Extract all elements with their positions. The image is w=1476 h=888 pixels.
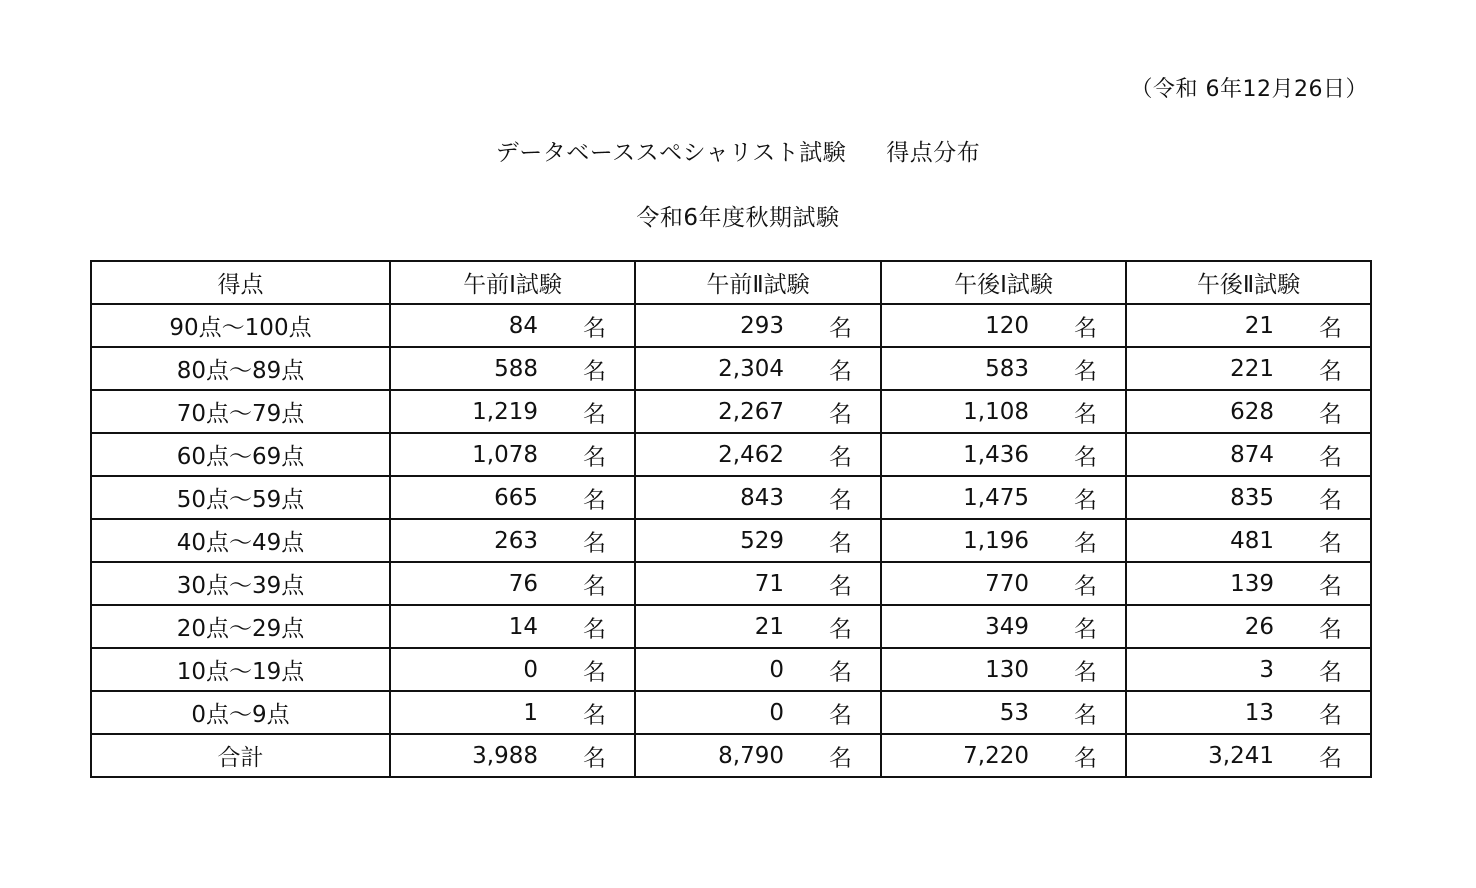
count-value: 84: [508, 312, 538, 339]
count-unit: 名: [1074, 573, 1097, 599]
cell-pm2: [1126, 347, 1371, 390]
cell-pm1: [881, 648, 1126, 691]
cell-am2: [635, 648, 881, 691]
table-row: [91, 433, 1371, 476]
cell-pm2: [1126, 691, 1371, 734]
cell-pm2: [1126, 476, 1371, 519]
count-value: 293: [740, 312, 784, 339]
count-unit: 名: [583, 702, 606, 728]
count-unit: 名: [829, 616, 852, 642]
table-row: [91, 605, 1371, 648]
count-value: 21: [1244, 312, 1274, 339]
count-value: 139: [1230, 570, 1274, 597]
cell-pm1: [881, 304, 1126, 347]
count-value: 1: [523, 699, 538, 726]
cell-pm1: [881, 433, 1126, 476]
count-value: 2,267: [718, 398, 784, 425]
count-value: 835: [1230, 484, 1274, 511]
document-subtitle: 令和6年度秋期試験: [636, 205, 840, 231]
count-value: 3,241: [1208, 742, 1274, 769]
table-row: [91, 347, 1371, 390]
count-unit: 名: [1074, 401, 1097, 427]
count-unit: 名: [583, 315, 606, 341]
cell-pm2: [1126, 519, 1371, 562]
count-value: 120: [985, 312, 1029, 339]
count-unit: 名: [1319, 573, 1342, 599]
table-row: [91, 562, 1371, 605]
count-unit: 名: [829, 487, 852, 513]
count-value: 1,436: [963, 441, 1029, 468]
count-value: 8,790: [718, 742, 784, 769]
count-unit: 名: [1319, 745, 1342, 771]
count-value: 3,988: [472, 742, 538, 769]
count-value: 874: [1230, 441, 1274, 468]
count-value: 14: [508, 613, 538, 640]
cell-am1: [390, 476, 635, 519]
count-value: 76: [508, 570, 538, 597]
count-unit: 名: [1074, 702, 1097, 728]
count-value: 1,196: [963, 527, 1029, 554]
cell-pm2: [1126, 304, 1371, 347]
count-unit: 名: [1319, 401, 1342, 427]
title-exam-name: データベーススペシャリスト試験: [495, 140, 847, 166]
table-row: [91, 390, 1371, 433]
count-value: 21: [754, 613, 784, 640]
title-score-distribution: 得点分布: [886, 140, 981, 166]
cell-pm2: [1126, 734, 1371, 777]
cell-am1: [390, 433, 635, 476]
score-range-label: 80点～89点: [91, 347, 390, 390]
count-unit: 名: [829, 530, 852, 556]
count-unit: 名: [1074, 745, 1097, 771]
count-value: 1,219: [472, 398, 538, 425]
count-unit: 名: [1319, 659, 1342, 685]
cell-pm1: [881, 734, 1126, 777]
header-pm2: 午後Ⅱ試験: [1126, 261, 1371, 304]
document-title: [0, 134, 1476, 167]
cell-am1: [390, 734, 635, 777]
count-unit: 名: [829, 659, 852, 685]
cell-pm1: [881, 519, 1126, 562]
count-unit: 名: [583, 530, 606, 556]
count-unit: 名: [1074, 315, 1097, 341]
cell-am1: [390, 691, 635, 734]
header-am2: 午前Ⅱ試験: [635, 261, 881, 304]
cell-pm2: [1126, 390, 1371, 433]
count-unit: 名: [829, 444, 852, 470]
count-unit: 名: [1319, 702, 1342, 728]
header-am1: 午前Ⅰ試験: [390, 261, 635, 304]
cell-am2: [635, 519, 881, 562]
score-range-label: 60点～69点: [91, 433, 390, 476]
score-range-label: 合計: [91, 734, 390, 777]
score-range-label: 90点～100点: [91, 304, 390, 347]
table-row: [91, 691, 1371, 734]
count-value: 665: [494, 484, 538, 511]
header-pm1: 午後Ⅰ試験: [881, 261, 1126, 304]
count-unit: 名: [1319, 315, 1342, 341]
cell-am2: [635, 734, 881, 777]
count-value: 481: [1230, 527, 1274, 554]
cell-am2: [635, 605, 881, 648]
count-value: 1,108: [963, 398, 1029, 425]
score-range-label: 20点～29点: [91, 605, 390, 648]
table-row: [91, 519, 1371, 562]
cell-pm1: [881, 562, 1126, 605]
count-value: 7,220: [963, 742, 1029, 769]
count-value: 0: [769, 699, 784, 726]
cell-pm1: [881, 347, 1126, 390]
cell-pm2: [1126, 605, 1371, 648]
count-unit: 名: [583, 401, 606, 427]
count-unit: 名: [1074, 616, 1097, 642]
count-unit: 名: [1319, 616, 1342, 642]
cell-am2: [635, 433, 881, 476]
cell-am2: [635, 347, 881, 390]
count-value: 0: [769, 656, 784, 683]
count-value: 770: [985, 570, 1029, 597]
count-value: 349: [985, 613, 1029, 640]
count-unit: 名: [583, 616, 606, 642]
count-unit: 名: [583, 487, 606, 513]
cell-am2: [635, 691, 881, 734]
cell-pm1: [881, 691, 1126, 734]
cell-am2: [635, 562, 881, 605]
count-value: 221: [1230, 355, 1274, 382]
count-value: 53: [999, 699, 1029, 726]
count-value: 2,304: [718, 355, 784, 382]
table-body: [91, 304, 1371, 777]
table-total-row: [91, 734, 1371, 777]
count-unit: 名: [583, 659, 606, 685]
count-value: 588: [494, 355, 538, 382]
count-unit: 名: [829, 401, 852, 427]
cell-am1: [390, 648, 635, 691]
count-value: 26: [1244, 613, 1274, 640]
cell-am1: [390, 347, 635, 390]
count-unit: 名: [1074, 444, 1097, 470]
count-unit: 名: [1074, 659, 1097, 685]
table-row: [91, 648, 1371, 691]
count-unit: 名: [1074, 530, 1097, 556]
count-unit: 名: [583, 745, 606, 771]
cell-am1: [390, 605, 635, 648]
cell-am1: [390, 390, 635, 433]
count-unit: 名: [829, 573, 852, 599]
cell-pm2: [1126, 433, 1371, 476]
score-range-label: 70点～79点: [91, 390, 390, 433]
score-range-label: 0点～9点: [91, 691, 390, 734]
count-unit: 名: [583, 573, 606, 599]
count-value: 130: [985, 656, 1029, 683]
count-value: 1,078: [472, 441, 538, 468]
count-value: 3: [1259, 656, 1274, 683]
cell-am2: [635, 304, 881, 347]
score-distribution-table: [90, 260, 1372, 778]
count-value: 263: [494, 527, 538, 554]
cell-pm1: [881, 390, 1126, 433]
count-unit: 名: [1074, 487, 1097, 513]
cell-pm1: [881, 605, 1126, 648]
table-header-row: [91, 261, 1371, 304]
count-value: 628: [1230, 398, 1274, 425]
count-value: 843: [740, 484, 784, 511]
count-value: 13: [1244, 699, 1274, 726]
count-value: 71: [754, 570, 784, 597]
cell-am1: [390, 519, 635, 562]
count-unit: 名: [583, 444, 606, 470]
count-unit: 名: [583, 358, 606, 384]
count-unit: 名: [1319, 444, 1342, 470]
cell-pm1: [881, 476, 1126, 519]
score-range-label: 10点～19点: [91, 648, 390, 691]
count-unit: 名: [829, 745, 852, 771]
count-unit: 名: [829, 358, 852, 384]
count-unit: 名: [1074, 358, 1097, 384]
count-unit: 名: [829, 315, 852, 341]
table-row: [91, 476, 1371, 519]
count-value: 529: [740, 527, 784, 554]
header-score: 得点: [91, 261, 390, 304]
cell-pm2: [1126, 648, 1371, 691]
count-value: 583: [985, 355, 1029, 382]
score-range-label: 30点～39点: [91, 562, 390, 605]
count-unit: 名: [829, 702, 852, 728]
cell-am2: [635, 476, 881, 519]
score-range-label: 50点～59点: [91, 476, 390, 519]
document-date: （令和 6年12月26日）: [1130, 77, 1368, 102]
count-unit: 名: [1319, 358, 1342, 384]
count-unit: 名: [1319, 487, 1342, 513]
cell-am1: [390, 304, 635, 347]
table-row: [91, 304, 1371, 347]
score-range-label: 40点～49点: [91, 519, 390, 562]
count-value: 2,462: [718, 441, 784, 468]
count-unit: 名: [1319, 530, 1342, 556]
cell-am2: [635, 390, 881, 433]
cell-pm2: [1126, 562, 1371, 605]
count-value: 1,475: [963, 484, 1029, 511]
count-value: 0: [523, 656, 538, 683]
cell-am1: [390, 562, 635, 605]
